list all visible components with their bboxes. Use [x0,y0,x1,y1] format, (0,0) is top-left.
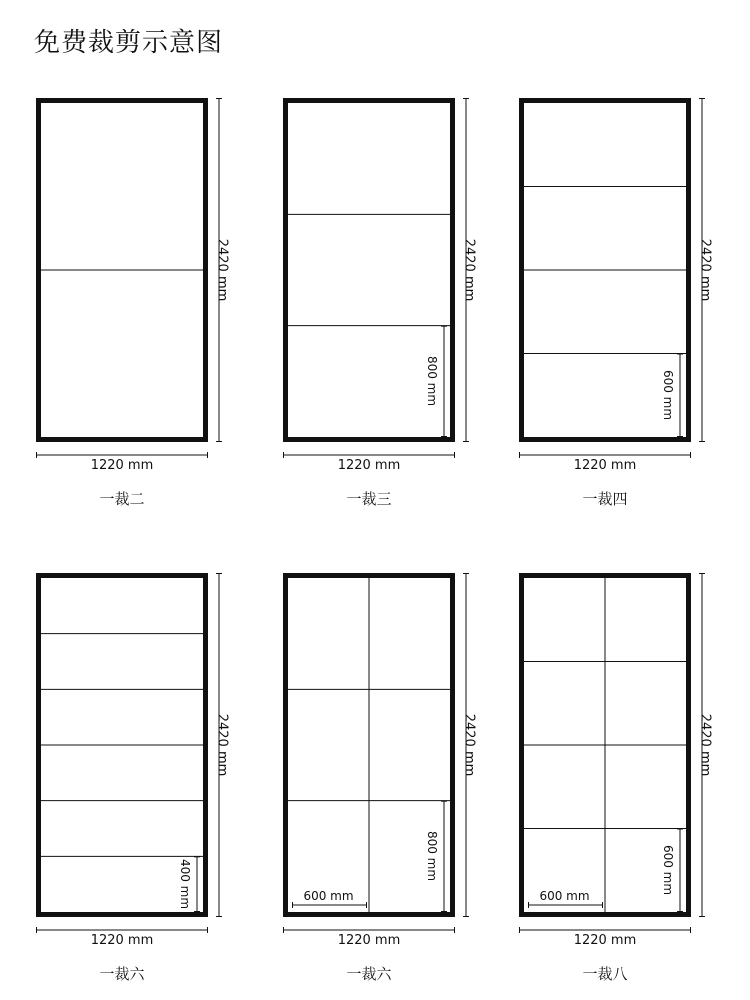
width-dimension-label: 1220 mm [337,933,401,948]
height-dimension-label: 2420 mm [214,713,230,777]
height-dimension-label: 2420 mm [461,238,477,302]
page-title: 免费裁剪示意图 [34,28,224,58]
width-dimension-label: 1220 mm [90,933,154,948]
cut-lines-layer [283,573,503,993]
cut-lines-layer [519,573,739,993]
cut-lines-layer [519,98,739,518]
cut-pattern-caption: 一裁二 [99,490,145,508]
cut-diagram [519,573,739,993]
width-dimension-label: 1220 mm [573,458,637,473]
height-dimension-label: 2420 mm [697,238,713,302]
height-dimension-label: 2420 mm [697,713,713,777]
width-dimension-label: 1220 mm [573,933,637,948]
cut-diagram [36,98,256,518]
cut-pattern-caption: 一裁六 [99,965,145,983]
piece-height-label: 400 mm [178,859,192,910]
width-dimension-label: 1220 mm [90,458,154,473]
height-dimension-label: 2420 mm [461,713,477,777]
piece-width-label: 600 mm [539,889,590,903]
width-dimension-label: 1220 mm [337,458,401,473]
cut-pattern-caption: 一裁六 [346,965,392,983]
cut-lines-layer [283,98,503,518]
piece-height-label: 600 mm [661,370,675,421]
height-dimension-label: 2420 mm [214,238,230,302]
piece-width-label: 600 mm [303,889,354,903]
cut-lines-layer [36,98,256,518]
cut-diagram [283,98,503,518]
cut-pattern-caption: 一裁八 [582,965,628,983]
cut-diagram [519,98,739,518]
cut-pattern-caption: 一裁三 [346,490,392,508]
cut-lines-layer [36,573,256,993]
piece-height-label: 800 mm [425,831,439,882]
piece-height-label: 800 mm [425,356,439,407]
cut-diagram [283,573,503,993]
piece-height-label: 600 mm [661,845,675,896]
cut-pattern-caption: 一裁四 [582,490,628,508]
cut-diagram [36,573,256,993]
